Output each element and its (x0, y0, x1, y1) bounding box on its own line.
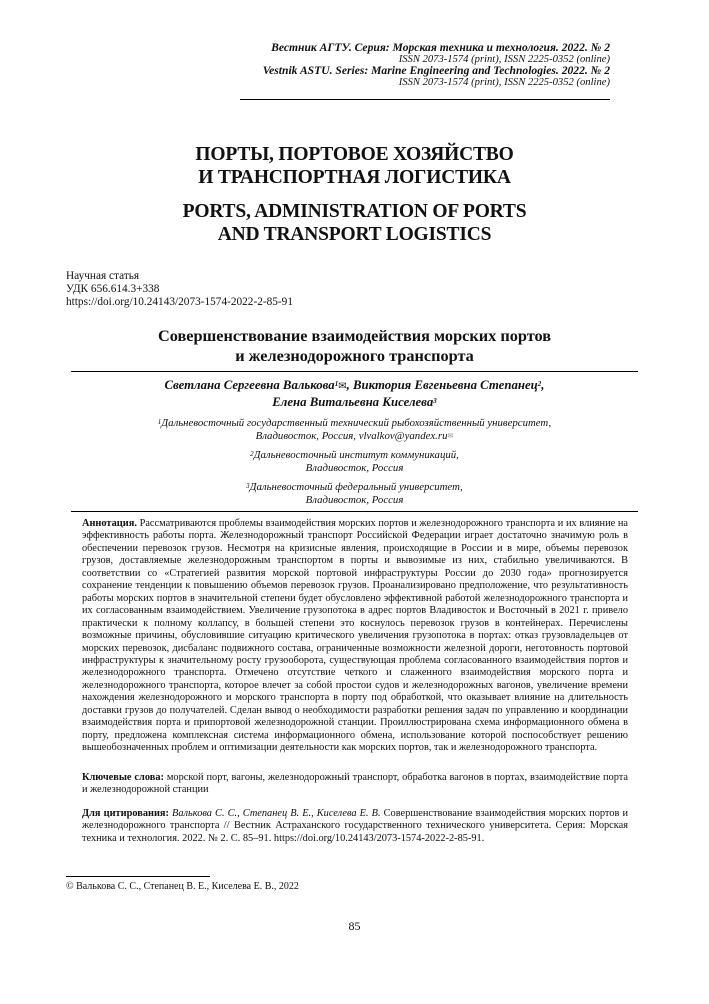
journal-title-en: Vestnik ASTU. Series: Marine Engineering and Technologies. 2022. № 2 (262, 64, 610, 77)
title-rule (71, 371, 638, 372)
affiliation-location: Владивосток, Россия (305, 461, 404, 474)
journal-title-ru: Вестник АГТУ. Серия: Морская техника и технология. 2022. № 2 (271, 41, 610, 54)
section-title-en-line1: PORTS, ADMINISTRATION OF PORTS (182, 201, 527, 222)
copyright-notice: © Валькова С. С., Степанец В. Е., Киселева Е. В., 2022 (66, 881, 299, 892)
section-title-ru-line1: ПОРТЫ, ПОРТОВОЕ ХОЗЯЙСТВО (195, 144, 514, 165)
author-name: Виктория Евгеньевна Степанец (353, 378, 538, 392)
article-title (0, 326, 709, 366)
section-title-en-line2: AND TRANSPORT LOGISTICS (217, 224, 492, 245)
header-rule (240, 99, 610, 100)
keywords (82, 772, 628, 797)
author-affiliation-sup: 3 (433, 396, 437, 405)
author-name: Светлана Сергеевна Валькова (164, 378, 335, 392)
author-name: Елена Витальевна Киселева (272, 394, 434, 409)
keywords-label: Ключевые слова: (82, 772, 164, 783)
issn-ru: ISSN 2073-1574 (print), ISSN 2225-0352 (online) (398, 53, 610, 65)
abstract (82, 518, 628, 755)
author-separator: , (346, 378, 354, 392)
citation-authors: Валькова С. С., Степанец В. Е., Киселева Е. В. (172, 808, 381, 819)
abstract-rule (71, 511, 638, 512)
author-separator: , (541, 378, 545, 392)
article-type: Научная статья (66, 270, 140, 282)
affiliation (0, 481, 709, 506)
affiliation-sup: 1 (157, 418, 162, 426)
footnote-rule (66, 876, 210, 877)
authors (0, 378, 709, 410)
page-number: 85 (348, 919, 361, 933)
section-title-en (0, 200, 709, 246)
envelope-icon: ✉ (338, 381, 347, 392)
affiliation-sup: 3 (246, 482, 250, 490)
article-title-line2: и железнодорожного транспорта (235, 346, 474, 365)
affiliation-sup: 2 (250, 450, 254, 458)
author-affiliation-sup: 2 (537, 380, 542, 388)
article-meta (66, 270, 293, 308)
affiliation (0, 449, 709, 474)
section-title-ru (0, 143, 709, 189)
issn-en: ISSN 2073-1574 (print), ISSN 2225-0352 (online) (398, 76, 610, 88)
affiliation-line: Дальневосточный федеральный университет, (249, 481, 463, 493)
section-title-ru-line2: И ТРАНСПОРТНАЯ ЛОГИСТИКА (198, 167, 511, 188)
udc-code: УДК 656.614.3+338 (66, 282, 160, 295)
citation-text: Совершенствование взаимодействия морских портов и железнодорожного транспорта // Вестник Астраханского государственного технического университета. Серия: Морская техника и технология. 2022. № 2. С. 85–91. https://doi.org/10.24143/2073-1574-2022-2-85-91. (82, 808, 628, 844)
envelope-icon: ✉ (447, 431, 454, 440)
affiliation-location-email: Владивосток, Россия, vlvalkov@yandex.ru (255, 429, 448, 442)
author-affiliation-sup: 1 (334, 380, 339, 388)
affiliation-line: Дальневосточный институт коммуникаций, (253, 449, 459, 461)
article-title-line1: Совершенствование взаимодействия морских портов (157, 326, 551, 345)
affiliation-location: Владивосток, Россия (305, 493, 404, 506)
abstract-label: Аннотация. (82, 518, 137, 529)
keywords-text: морской порт, вагоны, железнодорожный транспорт, обработка вагонов в портах, взаимодействие порта и железнодорожной станции (82, 772, 628, 796)
running-header (263, 42, 610, 88)
doi-link[interactable]: https://doi.org/10.24143/2073-1574-2022-2-85-91 (66, 295, 293, 308)
affiliation-line: Дальневосточный государственный технический рыбохозяйственный университет, (161, 417, 552, 429)
affiliation (0, 417, 709, 442)
abstract-text: Рассматриваются проблемы взаимодействия морских портов и железнодорожного транспорта и их влияние на эффективность работы порта. Железнодорожный транспорт Российской Федерации играет достаточно значимую роль в обеспечении перевозок грузов. Несмотря на кризисные явления, происходящие в России и в мире, объемы перевозок грузов, доставляемые железнодорожным транспортом в порты и вывозимые из них, стабильно увеличиваются. В соответствии со «Стратегией развития морской портовой инфраструктуры России до 2030 года» прогнозируется сохранение тенденции к повышению объемов перевозок грузов. Проанализировано предположение, что результативность работы морских портов в значительной степени будет обусловлено эффективной работой железнодорожного транспорта и их согласованным взаимодействием. Увеличение грузопотока в адрес портов Владивосток и Восточный в 2021 г. привело практически к полному коллапсу, в большей степени это коснулось перевозок грузов в контейнерах. Перечислены возможные причины, обусловившие ситуацию критического увеличения грузопотока в портах: отказ грузовладельцев от морских перевозок, дисбаланс подвижного состава, ограниченные возможности железной дороги, неготовность портовой инфраструктуры к значительному росту грузооборота, существующая проблема согласованного взаимодействия портов и железнодорожного транспорта. Отмечено отсутствие четкого и слаженного взаимодействия морского порта и железнодорожного транспорта, которое влечет за собой простои судов и железнодорожных вагонов, увеличение времени нахождения железнодорожного и морского транспорта в порту под обработкой, что оказывает влияние на длительность доставки грузов до получателей. Сделан вывод о необходимости разработки решения задач по управлению и координации взаимодействия порта и припортовой железнодорожной станции. Проиллюстрирована схема информационного обмена в порту, предложена комплексная система информационного обмена, использование которой поспособствует решению вышеобозначенных проблем и оптимизации деятельности как морских портов, так и железнодорожного транспорта. (82, 518, 628, 754)
citation-label: Для цитирования: (82, 808, 169, 819)
citation (82, 808, 628, 845)
